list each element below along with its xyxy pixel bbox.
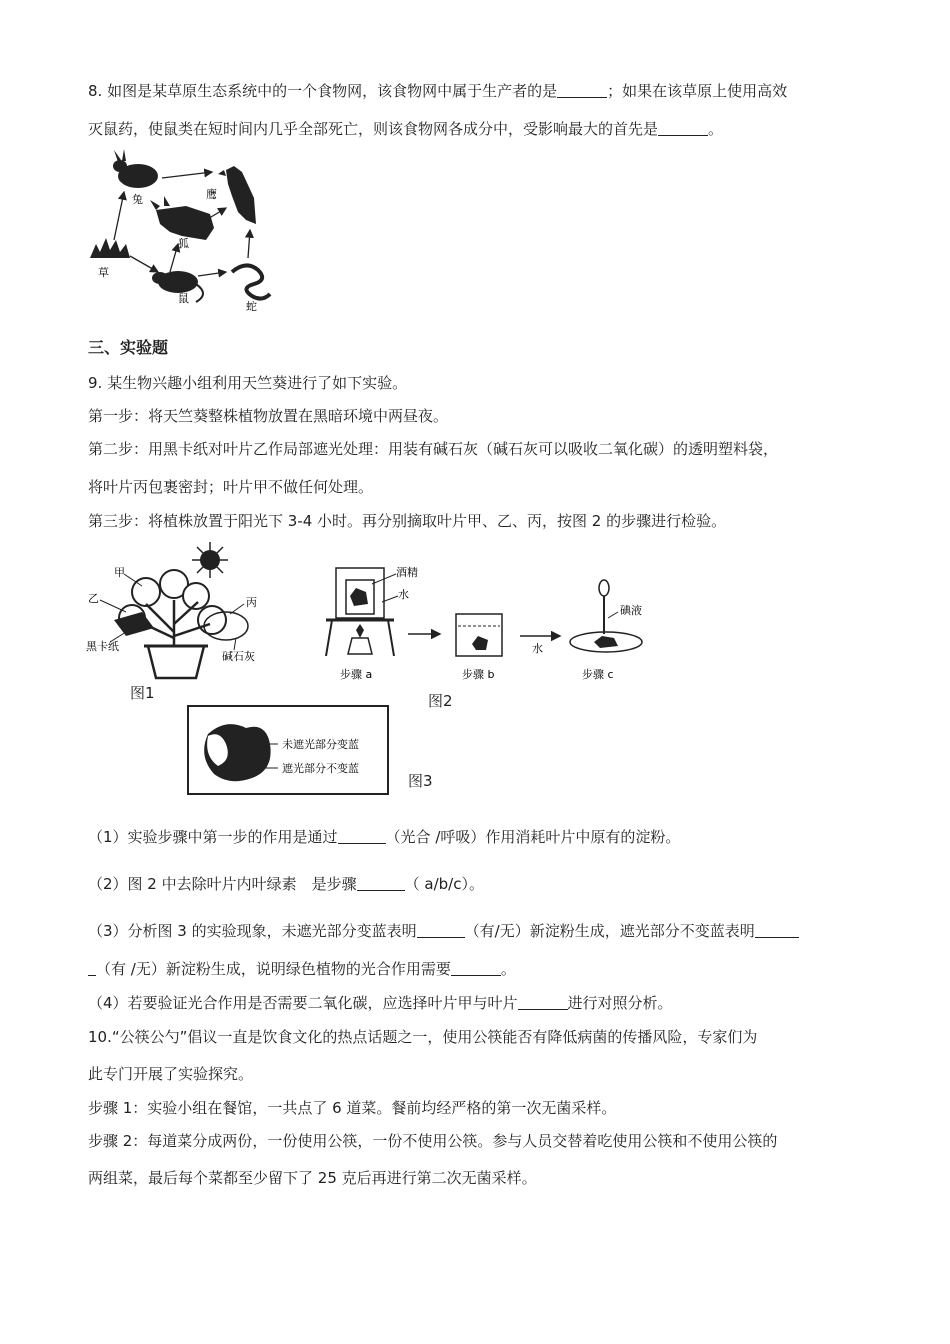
label-iodine: 碘液 — [620, 604, 642, 617]
q9-intro: 9. 某生物兴趣小组利用天竺葵进行了如下实验。 — [88, 374, 408, 392]
label-step-b: 步骤 b — [462, 668, 495, 681]
label-mouse: 鼠 — [178, 292, 189, 305]
food-web-figure — [86, 148, 276, 314]
blank-p3b[interactable] — [755, 921, 799, 938]
label-unshaded: 未遮光部分变蓝 — [282, 738, 359, 751]
blank-p1[interactable] — [338, 827, 386, 844]
water-bath-apparatus — [326, 568, 394, 656]
eagle-icon — [218, 166, 256, 224]
beaker-rinse — [456, 614, 502, 656]
label-shaded: 遮光部分不变蓝 — [282, 762, 359, 775]
figure-2-steps — [316, 560, 676, 685]
q8-line2: 灭鼠药，使鼠类在短时间内几乎全部死亡，则该食物网各成分中，受影响最大的首先是 。 — [88, 120, 724, 138]
q9-number: 9. — [88, 374, 103, 392]
q9-part1: （1）实验步骤中第一步的作用是通过 （光合 /呼吸）作用消耗叶片中原有的淀粉。 — [88, 828, 681, 846]
label-grass: 草 — [98, 266, 109, 279]
q10-step2-line1: 步骤 2：每道菜分成两份，一份使用公筷，一份不使用公筷。参与人员交替着吃使用公筷和不使用公筷的 — [88, 1132, 778, 1150]
q8-number: 8. — [88, 82, 103, 100]
blank-producer[interactable] — [557, 81, 607, 98]
q10-step2-line2: 两组菜，最后每个菜都至少留下了 25 克后再进行第二次无菌采样。 — [88, 1169, 537, 1187]
q9-step1: 第一步：将天竺葵整株植物放置在黑暗环境中两昼夜。 — [88, 407, 449, 425]
blank-p3c[interactable] — [451, 959, 501, 976]
label-soda-lime: 碱石灰 — [222, 650, 255, 663]
label-water: 水 — [398, 588, 409, 601]
figure-2-caption: 图2 — [428, 692, 453, 710]
figure-3-caption: 图3 — [408, 772, 433, 790]
label-water-arrow: 水 — [532, 642, 543, 655]
q10-line1: 10.“公筷公勺”倡议一直是饮食文化的热点话题之一，使用公筷能否有降低病菌的传播风险，专家们为 — [88, 1028, 758, 1046]
q9-part3-line1: （3）分析图 3 的实验现象，未遮光部分变蓝表明 （有/无）新淀粉生成，遮光部分不变蓝表明 — [88, 920, 799, 942]
q10-number: 10. — [88, 1028, 112, 1046]
label-step-c: 步骤 c — [582, 668, 614, 681]
blank-p4[interactable] — [518, 993, 568, 1010]
label-eagle: 鹰 — [206, 188, 217, 201]
blank-p2[interactable] — [357, 874, 405, 891]
flower-pot — [148, 646, 204, 678]
label-rabbit: 兔 — [132, 193, 143, 206]
section-heading: 三、实验题 — [88, 338, 169, 357]
grass-icon — [90, 238, 130, 258]
figure-1-plant — [86, 540, 286, 700]
fox-icon — [150, 196, 214, 240]
label-black-card: 黑卡纸 — [86, 640, 119, 653]
q9-step2-line1: 第二步：用黑卡纸对叶片乙作局部遮光处理：用装有碱石灰（碱石灰可以吸收二氧化碳）的透明塑料袋， — [88, 440, 779, 458]
q9-part4: （4）若要验证光合作用是否需要二氧化碳，应选择叶片甲与叶片 进行对照分析。 — [88, 994, 673, 1012]
label-yi: 乙 — [88, 592, 99, 605]
q9-step2-line2: 将叶片丙包裹密封；叶片甲不做任何处理。 — [88, 478, 374, 496]
blank-p3a[interactable] — [417, 921, 465, 938]
sun-icon — [192, 542, 228, 578]
q8-line1: 8. 如图是某草原生态系统中的一个食物网，该食物网中属于生产者的是 ；如果在该草原上使用高效 — [88, 82, 788, 100]
q10-line2: 此专门开展了实验探究。 — [88, 1065, 254, 1083]
label-bing: 丙 — [246, 596, 257, 609]
rabbit-icon — [113, 149, 158, 188]
q9-part3-line2: （有 /无）新淀粉生成，说明绿色植物的光合作用需要 。 — [88, 958, 516, 980]
figure-1-caption: 图1 — [130, 684, 155, 702]
figure-3-leaf — [186, 704, 392, 798]
label-fox: 狐 — [178, 237, 189, 250]
snake-icon — [232, 265, 270, 298]
blank-most-affected[interactable] — [658, 119, 708, 136]
label-alcohol: 酒精 — [396, 566, 418, 579]
q9-part2: （2）图 2 中去除叶片内叶绿素 是步骤 （ a/b/c）。 — [88, 875, 484, 893]
label-snake: 蛇 — [246, 300, 257, 313]
q9-step3: 第三步：将植株放置于阳光下 3-4 小时。再分别摘取叶片甲、乙、丙，按图 2 的步骤进行检验。 — [88, 512, 727, 530]
label-step-a: 步骤 a — [340, 668, 373, 681]
label-jia: 甲 — [114, 566, 125, 579]
q10-step1: 步骤 1：实验小组在餐馆，一共点了 6 道菜。餐前均经严格的第一次无菌采样。 — [88, 1099, 617, 1117]
